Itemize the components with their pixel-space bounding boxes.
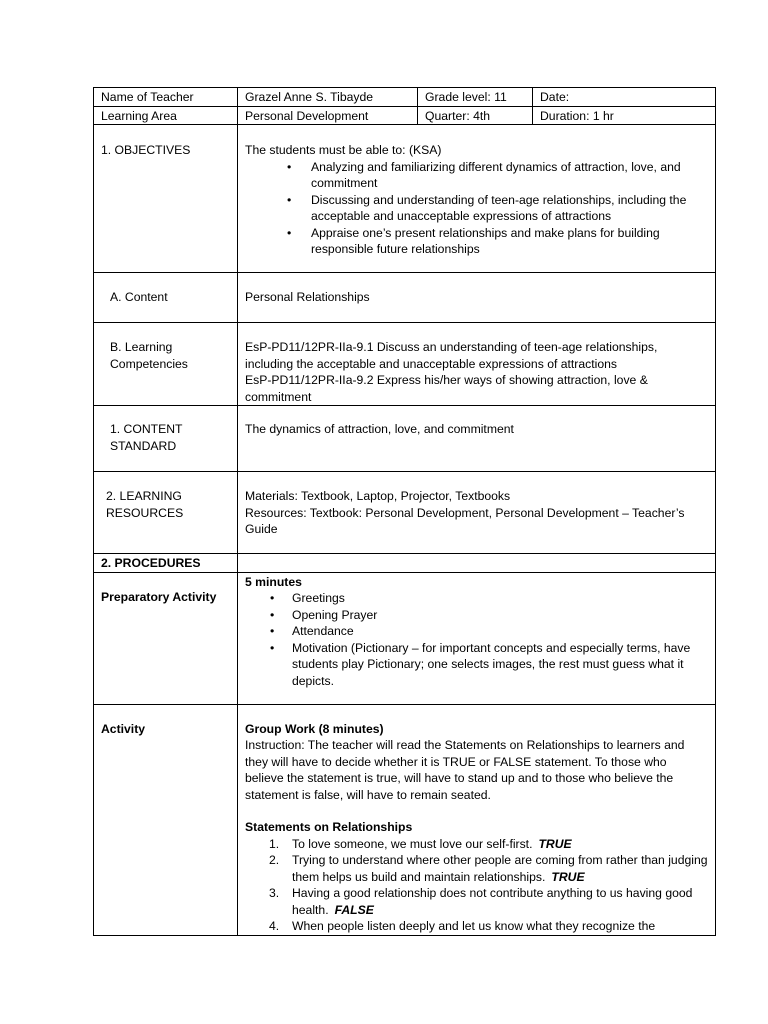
- resources-text: Resources: Textbook: Personal Development, Personal Development – Teacher’s Guide: [245, 505, 685, 536]
- statement-text: When people listen deeply and let us know what they recognize the: [292, 919, 656, 933]
- procedures-label: 2. PROCEDURES: [94, 554, 238, 573]
- content-standard-value: The dynamics of attraction, love, and commitment: [238, 406, 716, 472]
- activity-cell: [238, 704, 716, 935]
- statements-list: [245, 836, 708, 935]
- statement-answer: TRUE: [551, 869, 585, 884]
- statement-item: [269, 885, 708, 918]
- preparatory-label: Preparatory Activity: [94, 572, 238, 704]
- statement-item: [269, 852, 708, 885]
- learning-resources-cell: [238, 472, 716, 554]
- preparatory-item: • Opening Prayer: [292, 607, 708, 624]
- statement-answer: FALSE: [334, 902, 374, 917]
- header-row-teacher: [94, 88, 716, 107]
- objective-item: • Discussing and understanding of teen-age relationships, including the acceptable and unacceptable expressions of attractions: [311, 192, 708, 225]
- teacher-name: Grazel Anne S. Tibayde: [238, 88, 418, 107]
- objective-item: • Analyzing and familiarizing different dynamics of attraction, love, and commitment: [311, 159, 708, 192]
- statements-title: Statements on Relationships: [245, 820, 413, 834]
- preparatory-list: [245, 590, 708, 689]
- duration: Duration: 1 hr: [533, 106, 716, 125]
- statement-item: [269, 836, 708, 853]
- preparatory-item: • Attendance: [292, 623, 708, 640]
- learning-area-label: Learning Area: [94, 106, 238, 125]
- statement-text: To love someone, we must love our self-first.: [292, 836, 533, 851]
- learning-area-value: Personal Development: [238, 106, 418, 125]
- content-row: [94, 273, 716, 323]
- statement-item: [269, 918, 708, 935]
- learning-resources-label: 2. LEARNING RESOURCES: [94, 472, 238, 554]
- preparatory-cell: [238, 572, 716, 704]
- content-value: Personal Relationships: [238, 273, 716, 323]
- statement-number: 4.: [269, 919, 280, 933]
- content-label: A. Content: [94, 273, 238, 323]
- procedures-row: [94, 554, 716, 573]
- spacer: [245, 803, 708, 819]
- lesson-plan-table: [93, 87, 716, 936]
- statement-number: 1.: [269, 836, 280, 851]
- preparatory-row: [94, 572, 716, 704]
- date-field: Date:: [533, 88, 716, 107]
- preparatory-item: • Greetings: [292, 590, 708, 607]
- statement-text: Trying to understand where other people are coming from rather than judging them helps us build and maintain relationships.: [292, 853, 708, 884]
- teacher-label: Name of Teacher: [94, 88, 238, 107]
- objectives-label: 1. OBJECTIVES: [94, 125, 238, 273]
- objective-item: • Appraise one’s present relationships and make plans for building responsible future relationships: [311, 225, 708, 258]
- activity-label: Activity: [94, 704, 238, 935]
- preparatory-item: • Motivation (Pictionary – for important concepts and especially terms, have students play Pictionary; one selects images, the rest must guess what it depicts.: [292, 640, 708, 690]
- objectives-cell: [238, 125, 716, 273]
- content-standard-label: 1. CONTENT STANDARD: [94, 406, 238, 472]
- activity-instruction: Instruction: The teacher will read the Statements on Relationships to learners and they will have to decide whether it is TRUE or FALSE statement. To those who believe the statement is true, will have to stand up and to those who believe the statement is false, will have to remain seated.: [245, 738, 685, 802]
- header-row-area: [94, 106, 716, 125]
- competency-text: Express his/her ways of showing attraction, love & commitment: [245, 373, 648, 404]
- competency-text: Discuss an understanding of teen-age relationships, including the acceptable and unacceptable expressions of attractions: [245, 340, 658, 371]
- statement-number: 2.: [269, 853, 280, 867]
- competency-code: EsP-PD11/12PR-IIa-9.2: [245, 373, 374, 387]
- statement-number: 3.: [269, 886, 280, 900]
- competency-1: [245, 339, 708, 372]
- activity-title: Group Work (8 minutes): [245, 721, 384, 736]
- content-standard-row: [94, 406, 716, 472]
- objectives-list: [245, 159, 708, 258]
- competencies-label: B. Learning Competencies: [94, 323, 238, 406]
- procedures-empty-cell: [238, 554, 716, 573]
- objectives-intro: The students must be able to: (KSA): [245, 143, 442, 157]
- competencies-row: [94, 323, 716, 406]
- statement-answer: TRUE: [538, 836, 572, 851]
- materials-text: Materials: Textbook, Laptop, Projector, Textbooks: [245, 489, 511, 503]
- statement-text: Having a good relationship does not contribute anything to us having good health.: [292, 886, 693, 917]
- grade-level: Grade level: 11: [418, 88, 533, 107]
- competency-code: EsP-PD11/12PR-IIa-9.1: [245, 340, 374, 354]
- competencies-cell: [238, 323, 716, 406]
- learning-resources-row: [94, 472, 716, 554]
- competency-2: [245, 372, 708, 405]
- quarter: Quarter: 4th: [418, 106, 533, 125]
- preparatory-time: 5 minutes: [245, 574, 302, 589]
- objectives-row: [94, 125, 716, 273]
- activity-row: [94, 704, 716, 935]
